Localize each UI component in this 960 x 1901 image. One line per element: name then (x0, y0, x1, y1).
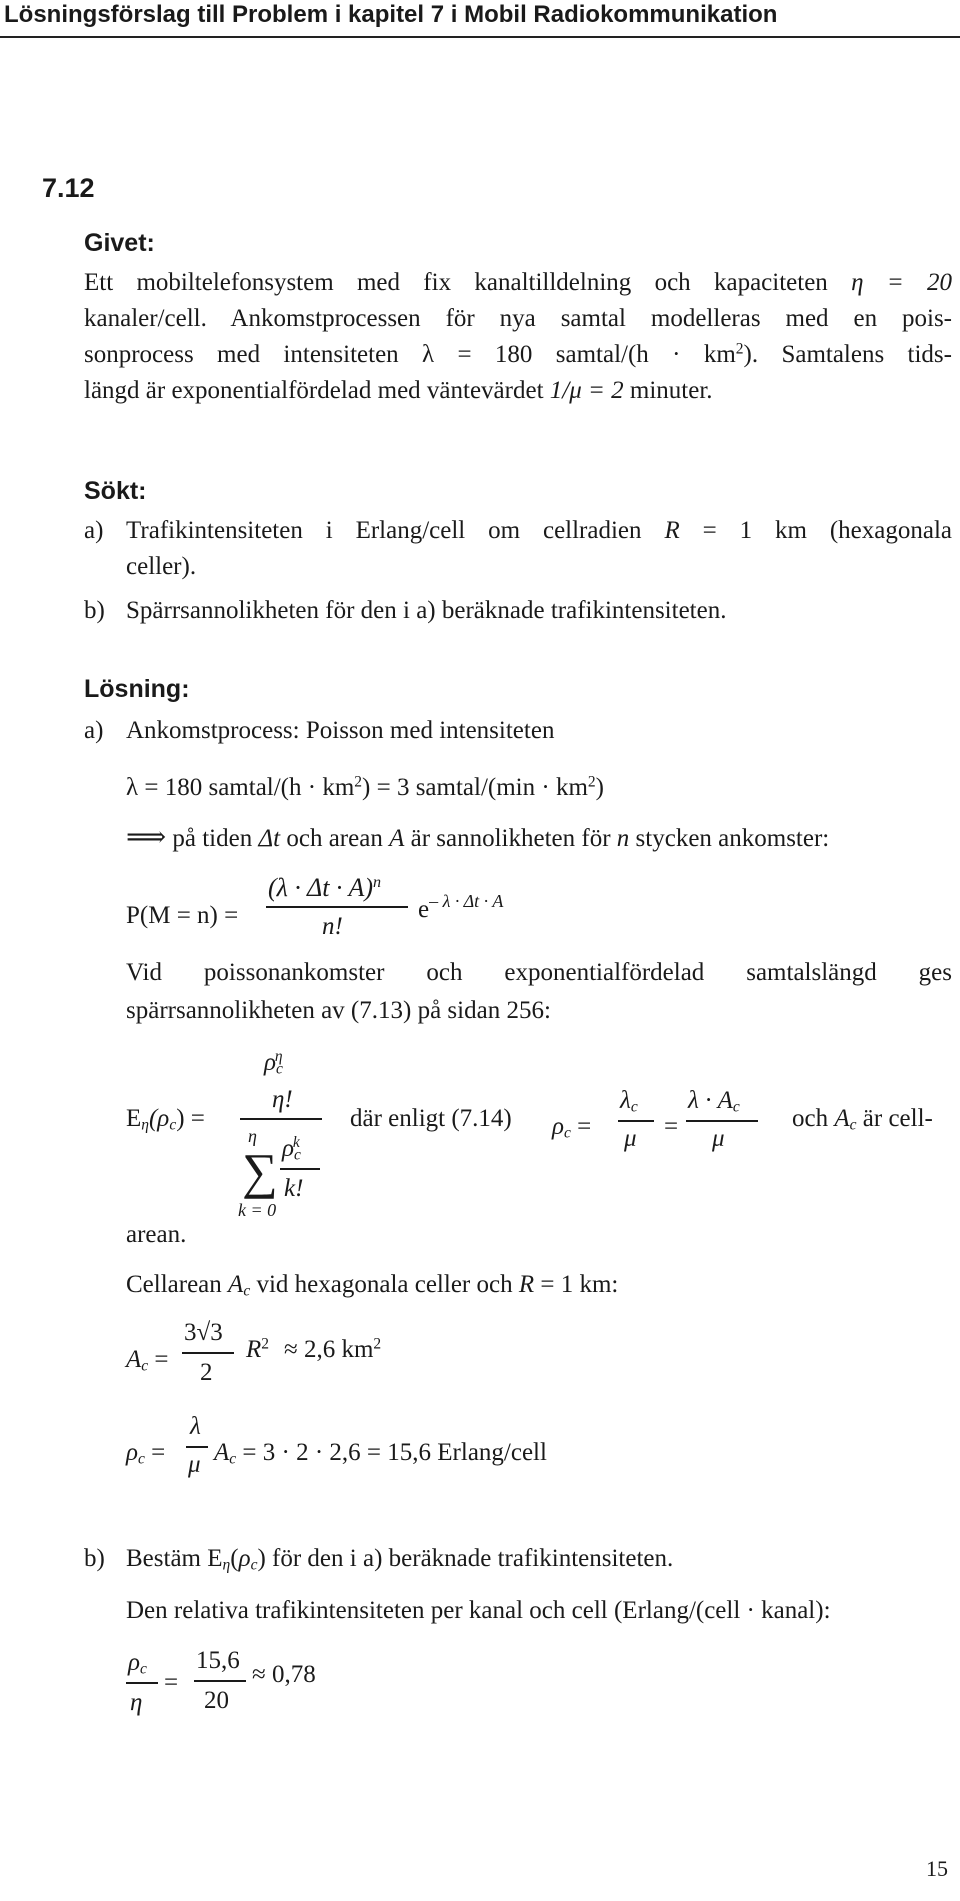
rho-c-lhs: $\rho_c$ = (552, 1113, 592, 1142)
rel-lhs-num: $\rho_c$ (128, 1649, 147, 1678)
rel-bar (194, 1680, 246, 1682)
givet-paragraph (84, 268, 952, 406)
rel-den: 20 (204, 1687, 229, 1714)
poisson-lhs: P(M = n) = (126, 902, 239, 929)
sokt-heading: Sökt: (84, 477, 147, 505)
givet-line-2: kanaler/cell. Ankomstprocessen för nya samtal modelleras med en pois- (84, 305, 952, 332)
erlang-inner-bar (280, 1168, 320, 1170)
problem-number: 7.12 (42, 173, 95, 203)
rel-lhs-bar (126, 1682, 158, 1684)
erlang-sum-den: k! (284, 1175, 304, 1202)
sokt-a-label: a) (84, 517, 104, 544)
rel-equals: = (164, 1669, 179, 1696)
erlang-sum-num: $\rho_c^k$ (282, 1134, 301, 1164)
losning-b-text: Bestäm $E_\eta(\rho_c)$ för den i a) beräknade trafikintensiteten. (126, 1545, 674, 1574)
rho-eq-mu-2: μ (712, 1125, 725, 1152)
rho-result-bar (186, 1446, 208, 1448)
rho-result-lambda: λ (190, 1413, 201, 1440)
losning-heading: Lösning: (84, 675, 190, 703)
arean-text: arean. (126, 1221, 187, 1248)
rel-lhs-den: η (130, 1689, 143, 1716)
erlang-sum-bot: k = 0 (238, 1200, 277, 1220)
poisson-numerator: $(\lambda \cdot \Delta t \cdot A)^n$ (268, 873, 382, 902)
cellarea-intro: Cellarean $A_c$ vid hexagonala celler och R = 1 km: (126, 1271, 619, 1300)
ac-fraction-bar (182, 1352, 234, 1354)
page-header-title: Lösningsförslag till Problem i kapitel 7 i Mobil Radiokommunikation (4, 1, 778, 28)
sokt-b-text: Spärrsannolikheten för den i a) beräknade trafikintensiteten. (126, 597, 727, 624)
rel-num: 15,6 (196, 1647, 240, 1674)
rho-eq-lambdaA: $\lambda \cdot A_c$ (688, 1087, 740, 1116)
page-number: 15 (926, 1856, 948, 1881)
rho-result-rest: $A_c = 3 \cdot 2 \cdot 2,6 = 15,6$ Erlang/cell (214, 1439, 547, 1468)
givet-line-4: längd är exponentialfördelad med väntevärdet 1/μ = 2 minuter. (84, 377, 713, 404)
sokt-a-line-2: celler). (126, 553, 197, 580)
vid-line-2: spärrsannolikheten av (7.13) på sidan 256: (126, 997, 551, 1024)
rho-result-lhs: $\rho_c$ = (126, 1439, 166, 1468)
rho-eq-equals: = (664, 1113, 679, 1140)
erlang-fraction-bar (240, 1118, 322, 1120)
sum-icon: ∑ (242, 1143, 278, 1199)
rel-approx: ≈ 0,78 (252, 1661, 316, 1688)
relativ-line: Den relativa trafikintensiteten per kanal och cell (Erlang/(cell · kanal): (126, 1597, 831, 1624)
givet-heading: Givet: (84, 229, 155, 257)
arrow-line: ⟹ på tiden Δt och arean A är sannolikheten för n stycken ankomster: (126, 822, 830, 853)
erlang-lhs: $E_\eta(\rho_c)$ = (126, 1105, 205, 1134)
givet-line-1: Ett mobiltelefonsystem med fix kanaltilldelning och kapaciteten η = 20 (84, 269, 953, 296)
ac-denominator: 2 (200, 1359, 213, 1386)
rho-eq-bar-1 (618, 1120, 654, 1122)
och-ar-cell: och $A_c$ är cell- (792, 1105, 933, 1134)
ac-numerator: 3√3 (184, 1319, 223, 1346)
rho-eq-mu-1: μ (624, 1125, 637, 1152)
rho-eq-bar-2 (686, 1120, 758, 1122)
losning-a-intro: Ankomstprocess: Poisson med intensiteten (126, 717, 555, 744)
erlang-sum-top: η (248, 1126, 257, 1146)
poisson-exponential: $e^{- \lambda \cdot \Delta t \cdot A}$ (418, 891, 504, 923)
poisson-fraction-bar (266, 906, 408, 908)
implies-arrow-icon: ⟹ (126, 822, 167, 853)
dar-enligt: där enligt (7.14) (350, 1105, 512, 1132)
rho-result-mu: μ (188, 1451, 201, 1478)
ac-R-squared: $R^2$ (246, 1335, 270, 1363)
lambda-line: λ = 180 samtal/(h · $km^2) = 3$ samtal/(min · $km^2$) (126, 773, 604, 801)
losning-a-label: a) (84, 717, 104, 744)
vid-line-1: Vid poissonankomster och exponentialfördelad samtalslängd ges (126, 959, 952, 986)
erlang-num-rho: $\rho_c^\eta$ (264, 1048, 283, 1078)
givet-line-3: sonprocess med intensiteten λ = 180 samtal/(h · $km^2$). Samtalens tids- (84, 340, 952, 368)
poisson-denominator: n! (322, 913, 343, 940)
losning-b-label: b) (84, 1545, 105, 1572)
sokt-b-label: b) (84, 597, 105, 624)
page-header (0, 0, 960, 40)
rho-eq-lambda: $\lambda_c$ (620, 1087, 638, 1116)
erlang-num-fact: η! (272, 1086, 293, 1113)
ac-lhs: $A_c$ = (126, 1346, 169, 1375)
sokt-a-line-1: Trafikintensiteten i Erlang/cell om cellradien R = 1 km (hexagonala (126, 517, 953, 544)
ac-approx: ≈ 2,6 $km^2$ (284, 1335, 382, 1363)
